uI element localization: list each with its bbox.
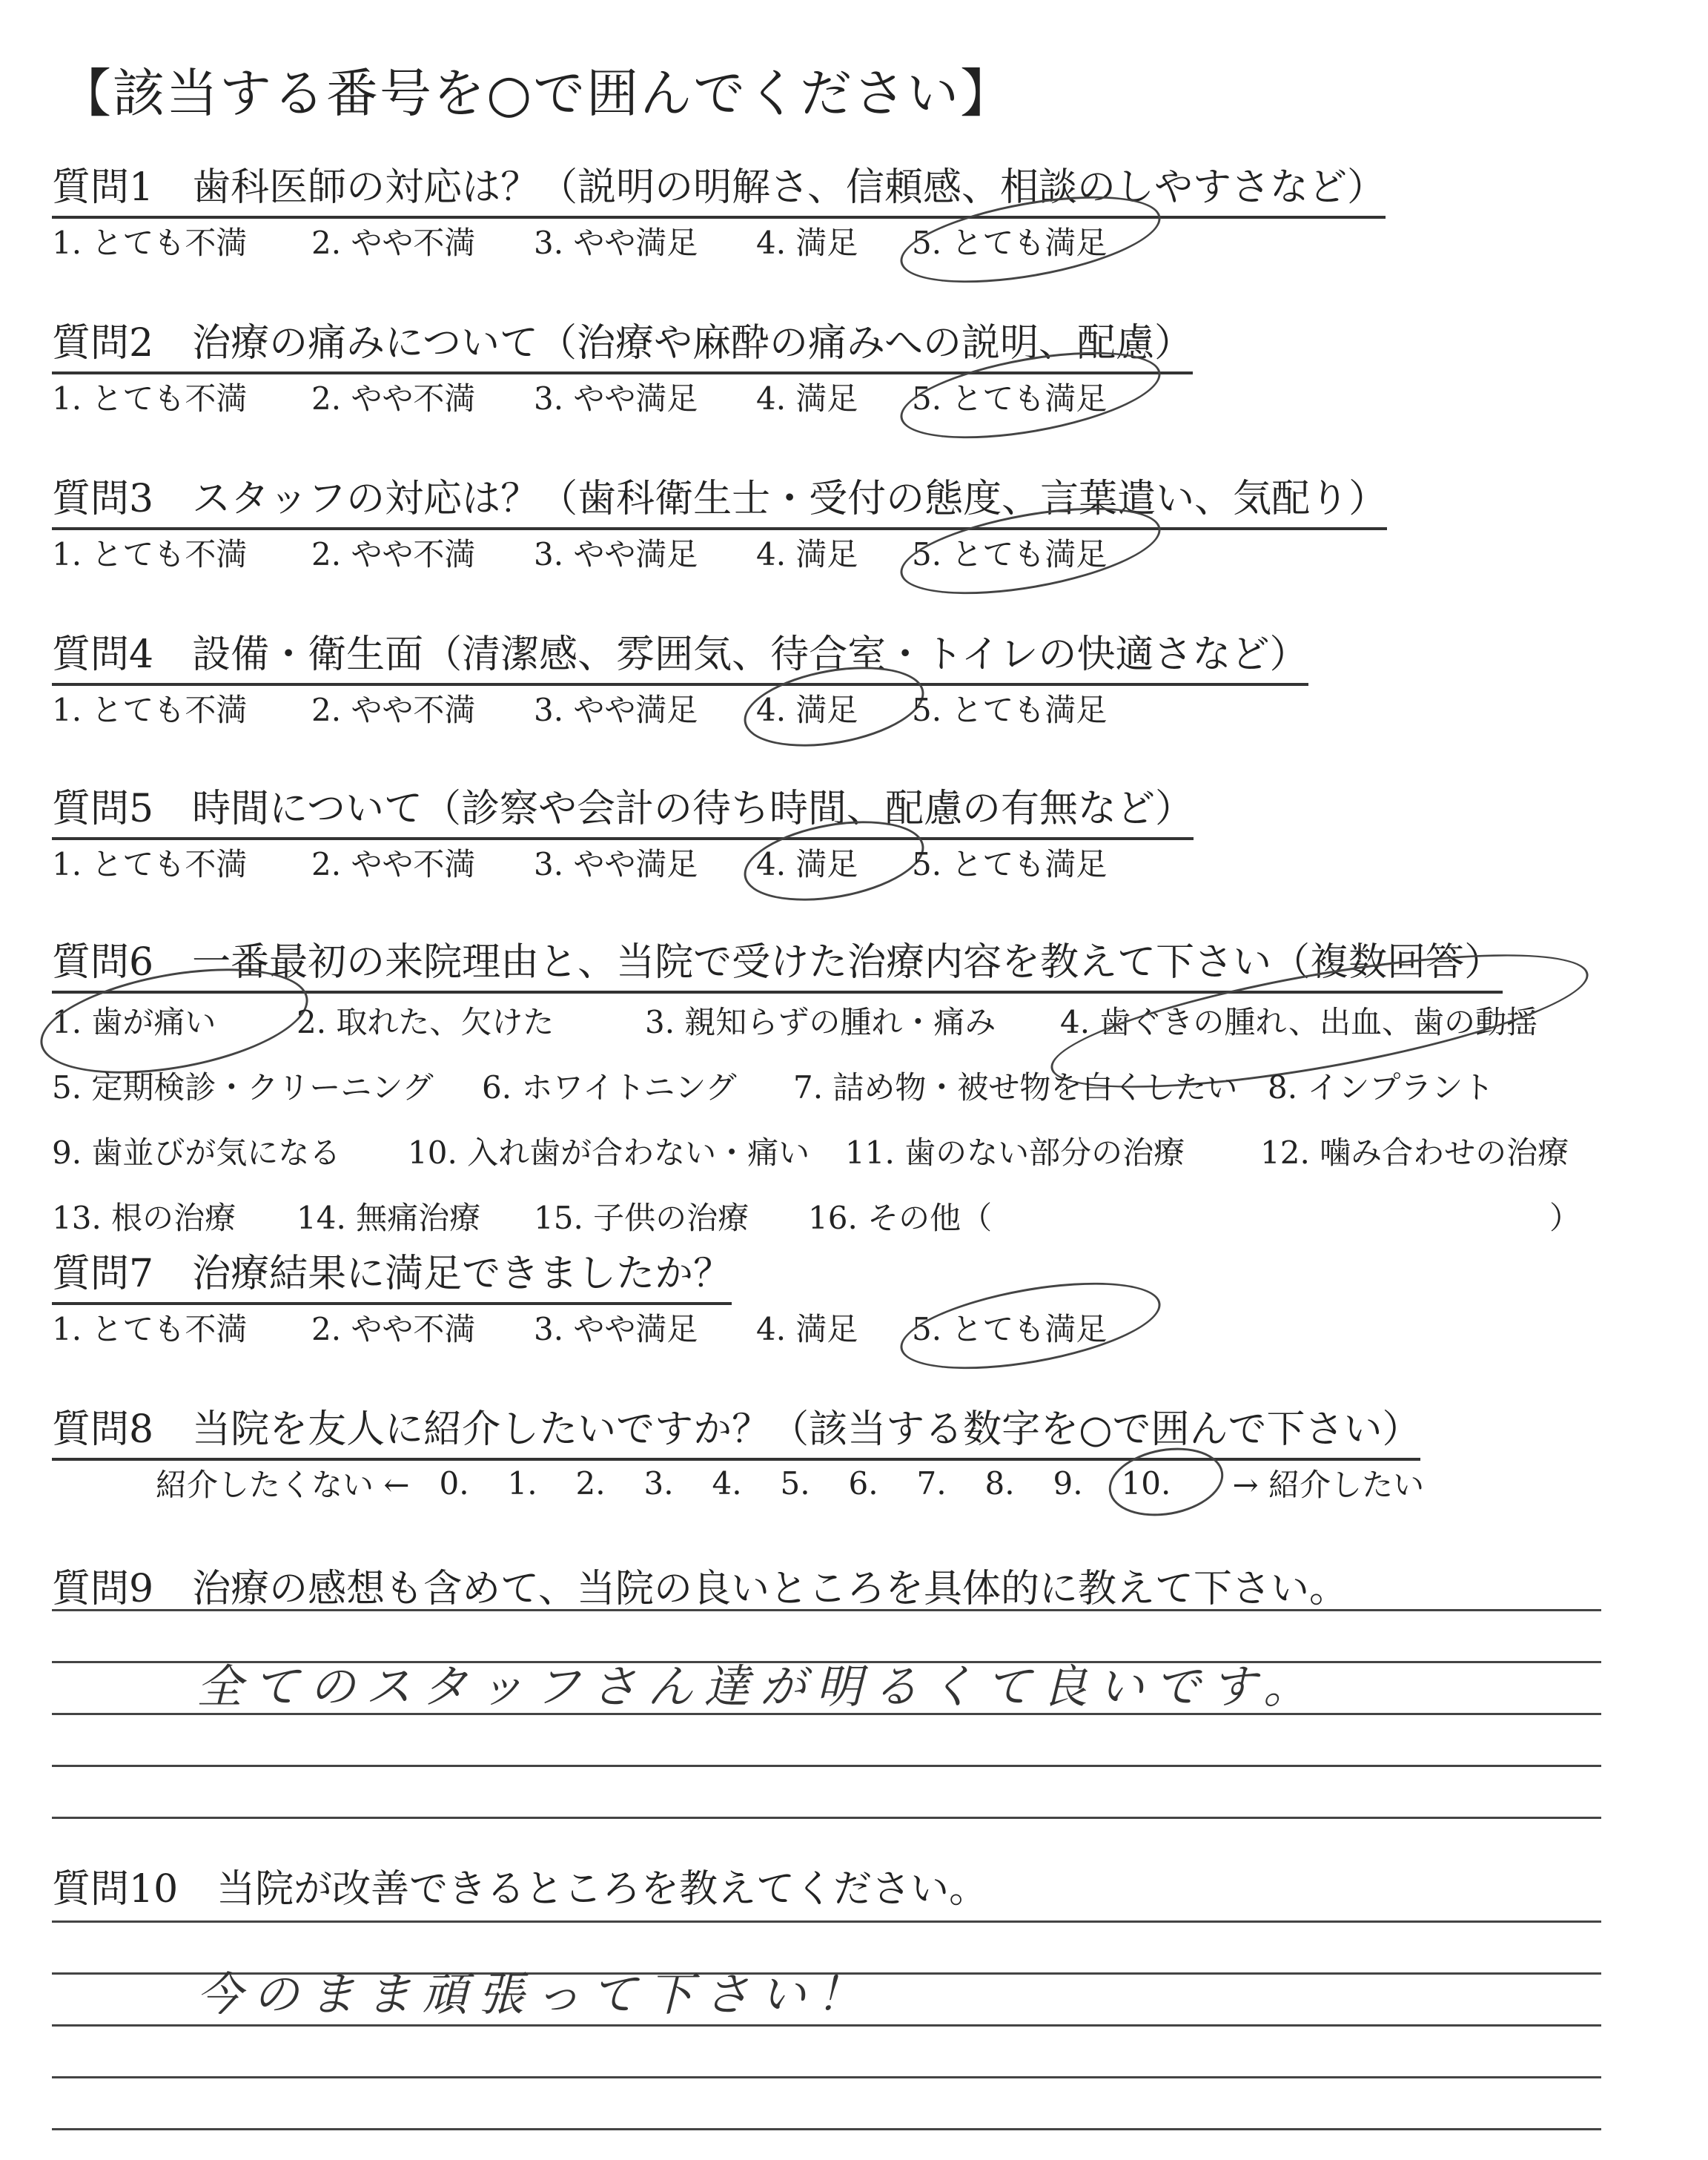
q3-title: 質問3 スタッフの対応は？（歯科衛生士・受付の態度、言葉遣い、気配り） — [52, 467, 1387, 530]
q6-option-6[interactable]: 6. ホワイトニング — [482, 1069, 737, 1106]
q4-option-4[interactable]: 4. 満足 — [756, 686, 912, 730]
q5-option-4[interactable]: 4. 満足 — [756, 840, 912, 885]
q9-line-5 — [52, 1817, 1601, 1819]
q1-option-4[interactable]: 4. 満足 — [756, 225, 858, 261]
q8-scale-4[interactable]: 4. — [712, 1464, 742, 1502]
q8-scale-5[interactable]: 5. — [780, 1464, 810, 1502]
q1-option-2[interactable]: 2. やや不満 — [311, 225, 476, 261]
q8-scale-9[interactable]: 9. — [1053, 1464, 1083, 1502]
q6-row-1 — [52, 990, 1601, 1055]
q7-title: 質問7 治療結果に満足できましたか？ — [52, 1242, 732, 1305]
q7-options — [52, 1305, 1149, 1350]
q6-other-close: ） — [1549, 1200, 1581, 1236]
q6-option-4[interactable]: 4. 歯ぐきの腫れ、出血、歯の動揺 — [1060, 990, 1579, 1055]
q2-option-2[interactable]: 2. やや不満 — [311, 380, 476, 417]
q6-option-1[interactable]: 1. 歯が痛い — [52, 990, 297, 1055]
q6-option-12[interactable]: 12. 噛み合わせの治療 — [1260, 1135, 1569, 1171]
q4-options — [52, 686, 1149, 730]
q6-option-16[interactable]: 16. その他（ — [808, 1200, 993, 1236]
q8-scale-6[interactable]: 6. — [848, 1464, 878, 1502]
q3-option-1[interactable]: 1. とても不満 — [52, 536, 248, 572]
q6-option-5[interactable]: 5. 定期検診・クリーニング — [52, 1069, 434, 1106]
q6-option-2[interactable]: 2. 取れた、欠けた — [297, 1004, 555, 1040]
q3-options — [52, 530, 1149, 575]
q4-option-3[interactable]: 3. やや満足 — [534, 692, 698, 728]
q10-line-4 — [52, 2076, 1601, 2078]
q2-option-5[interactable]: 5. とても満足 — [912, 374, 1149, 419]
q4-option-2[interactable]: 2. やや不満 — [311, 692, 476, 728]
q8-scale-8[interactable]: 8. — [984, 1464, 1015, 1502]
q6-row-3 — [52, 1120, 1601, 1186]
q10-line-3 — [52, 2024, 1601, 2027]
q8-title: 質問8 当院を友人に紹介したいですか？（該当する数字を○で囲んで下さい） — [52, 1398, 1420, 1461]
q8-numbers — [440, 1465, 1211, 1502]
q5-options — [52, 840, 1149, 885]
q1-option-3[interactable]: 3. やや満足 — [534, 225, 698, 261]
q6-option-7[interactable]: 7. 詰め物・被せ物を白くしたい — [793, 1069, 1238, 1106]
q8-scale-0[interactable]: 0. — [439, 1464, 469, 1502]
q3-option-4[interactable]: 4. 満足 — [756, 536, 858, 572]
q6-option-13[interactable]: 13. 根の治療 — [52, 1200, 236, 1236]
q6-option-11[interactable]: 11. 歯のない部分の治療 — [845, 1135, 1185, 1171]
q7-option-5[interactable]: 5. とても満足 — [912, 1305, 1149, 1350]
q2-option-3[interactable]: 3. やや満足 — [534, 380, 698, 417]
q10-line-5 — [52, 2128, 1601, 2130]
q8-scale-10[interactable]: 10. — [1122, 1465, 1211, 1502]
page-header: 【該当する番号を○で囲んでください】 — [59, 63, 1014, 124]
q7-option-2[interactable]: 2. やや不満 — [311, 1311, 476, 1347]
q1-option-1[interactable]: 1. とても不満 — [52, 225, 248, 261]
q9-title: 質問9 治療の感想も含めて、当院の良いところを具体的に教えて下さい。 — [52, 1567, 1348, 1611]
q3-option-3[interactable]: 3. やや満足 — [534, 536, 698, 572]
q4-option-1[interactable]: 1. とても不満 — [52, 692, 248, 728]
q4-option-5[interactable]: 5. とても満足 — [912, 692, 1108, 728]
q6-option-15[interactable]: 15. 子供の治療 — [534, 1200, 749, 1236]
q10-handwritten-answer[interactable]: 今のまま頑張って下さい！ — [196, 1967, 873, 2021]
q6-option-10[interactable]: 10. 入れ歯が合わない・痛い — [408, 1135, 810, 1171]
q4-title: 質問4 設備・衛生面（清潔感、雰囲気、待合室・トイレの快適さなど） — [52, 623, 1308, 686]
q5-option-3[interactable]: 3. やや満足 — [534, 846, 698, 882]
q5-option-1[interactable]: 1. とても不満 — [52, 846, 248, 882]
q5-option-5[interactable]: 5. とても満足 — [912, 846, 1108, 882]
q6-row-4 — [52, 1186, 1601, 1251]
q6-option-3[interactable]: 3. 親知らずの腫れ・痛み — [645, 1004, 996, 1040]
q3-option-5[interactable]: 5. とても満足 — [912, 530, 1149, 575]
q8-left-label: 紹介したくない ← — [156, 1467, 410, 1503]
q7-option-4[interactable]: 4. 満足 — [756, 1311, 858, 1347]
q8-scale-7[interactable]: 7. — [916, 1464, 947, 1502]
q7-option-3[interactable]: 3. やや満足 — [534, 1311, 698, 1347]
q1-title: 質問1 歯科医師の対応は？（説明の明解さ、信頼感、相談のしやすさなど） — [52, 156, 1386, 219]
q8-scale — [156, 1461, 1424, 1505]
q9-handwritten-answer[interactable]: 全てのスタッフさん達が明るくて良いです。 — [196, 1659, 1320, 1714]
q6-option-14[interactable]: 14. 無痛治療 — [297, 1200, 481, 1236]
q2-title: 質問2 治療の痛みについて（治療や麻酔の痛みへの説明、配慮） — [52, 311, 1193, 374]
q8-scale-2[interactable]: 2. — [575, 1464, 606, 1502]
q2-options — [52, 374, 1149, 419]
q1-option-5[interactable]: 5. とても満足 — [912, 219, 1149, 263]
q9-line-1 — [52, 1609, 1601, 1611]
q8-scale-1[interactable]: 1. — [507, 1464, 537, 1502]
q10-title: 質問10 当院が改善できるところを教えてください。 — [52, 1867, 988, 1912]
q8-right-label: → 紹介したい — [1232, 1467, 1425, 1503]
q6-option-9[interactable]: 9. 歯並びが気になる — [52, 1135, 341, 1171]
q6-row-2 — [52, 1055, 1601, 1120]
q9-line-4 — [52, 1765, 1601, 1767]
q6-options — [52, 990, 1601, 1251]
q10-line-1 — [52, 1920, 1601, 1923]
q2-option-1[interactable]: 1. とても不満 — [52, 380, 248, 417]
q2-option-4[interactable]: 4. 満足 — [756, 380, 858, 417]
q6-option-8[interactable]: 8. インプラント — [1268, 1069, 1494, 1106]
q6-title: 質問6 一番最初の来院理由と、当院で受けた治療内容を教えて下さい（複数回答） — [52, 931, 1503, 994]
q5-title: 質問5 時間について（診察や会計の待ち時間、配慮の有無など） — [52, 777, 1194, 840]
q3-option-2[interactable]: 2. やや不満 — [311, 536, 476, 572]
q8-scale-3[interactable]: 3. — [643, 1464, 674, 1502]
q1-options — [52, 219, 1149, 263]
q5-option-2[interactable]: 2. やや不満 — [311, 846, 476, 882]
q7-option-1[interactable]: 1. とても不満 — [52, 1311, 248, 1347]
